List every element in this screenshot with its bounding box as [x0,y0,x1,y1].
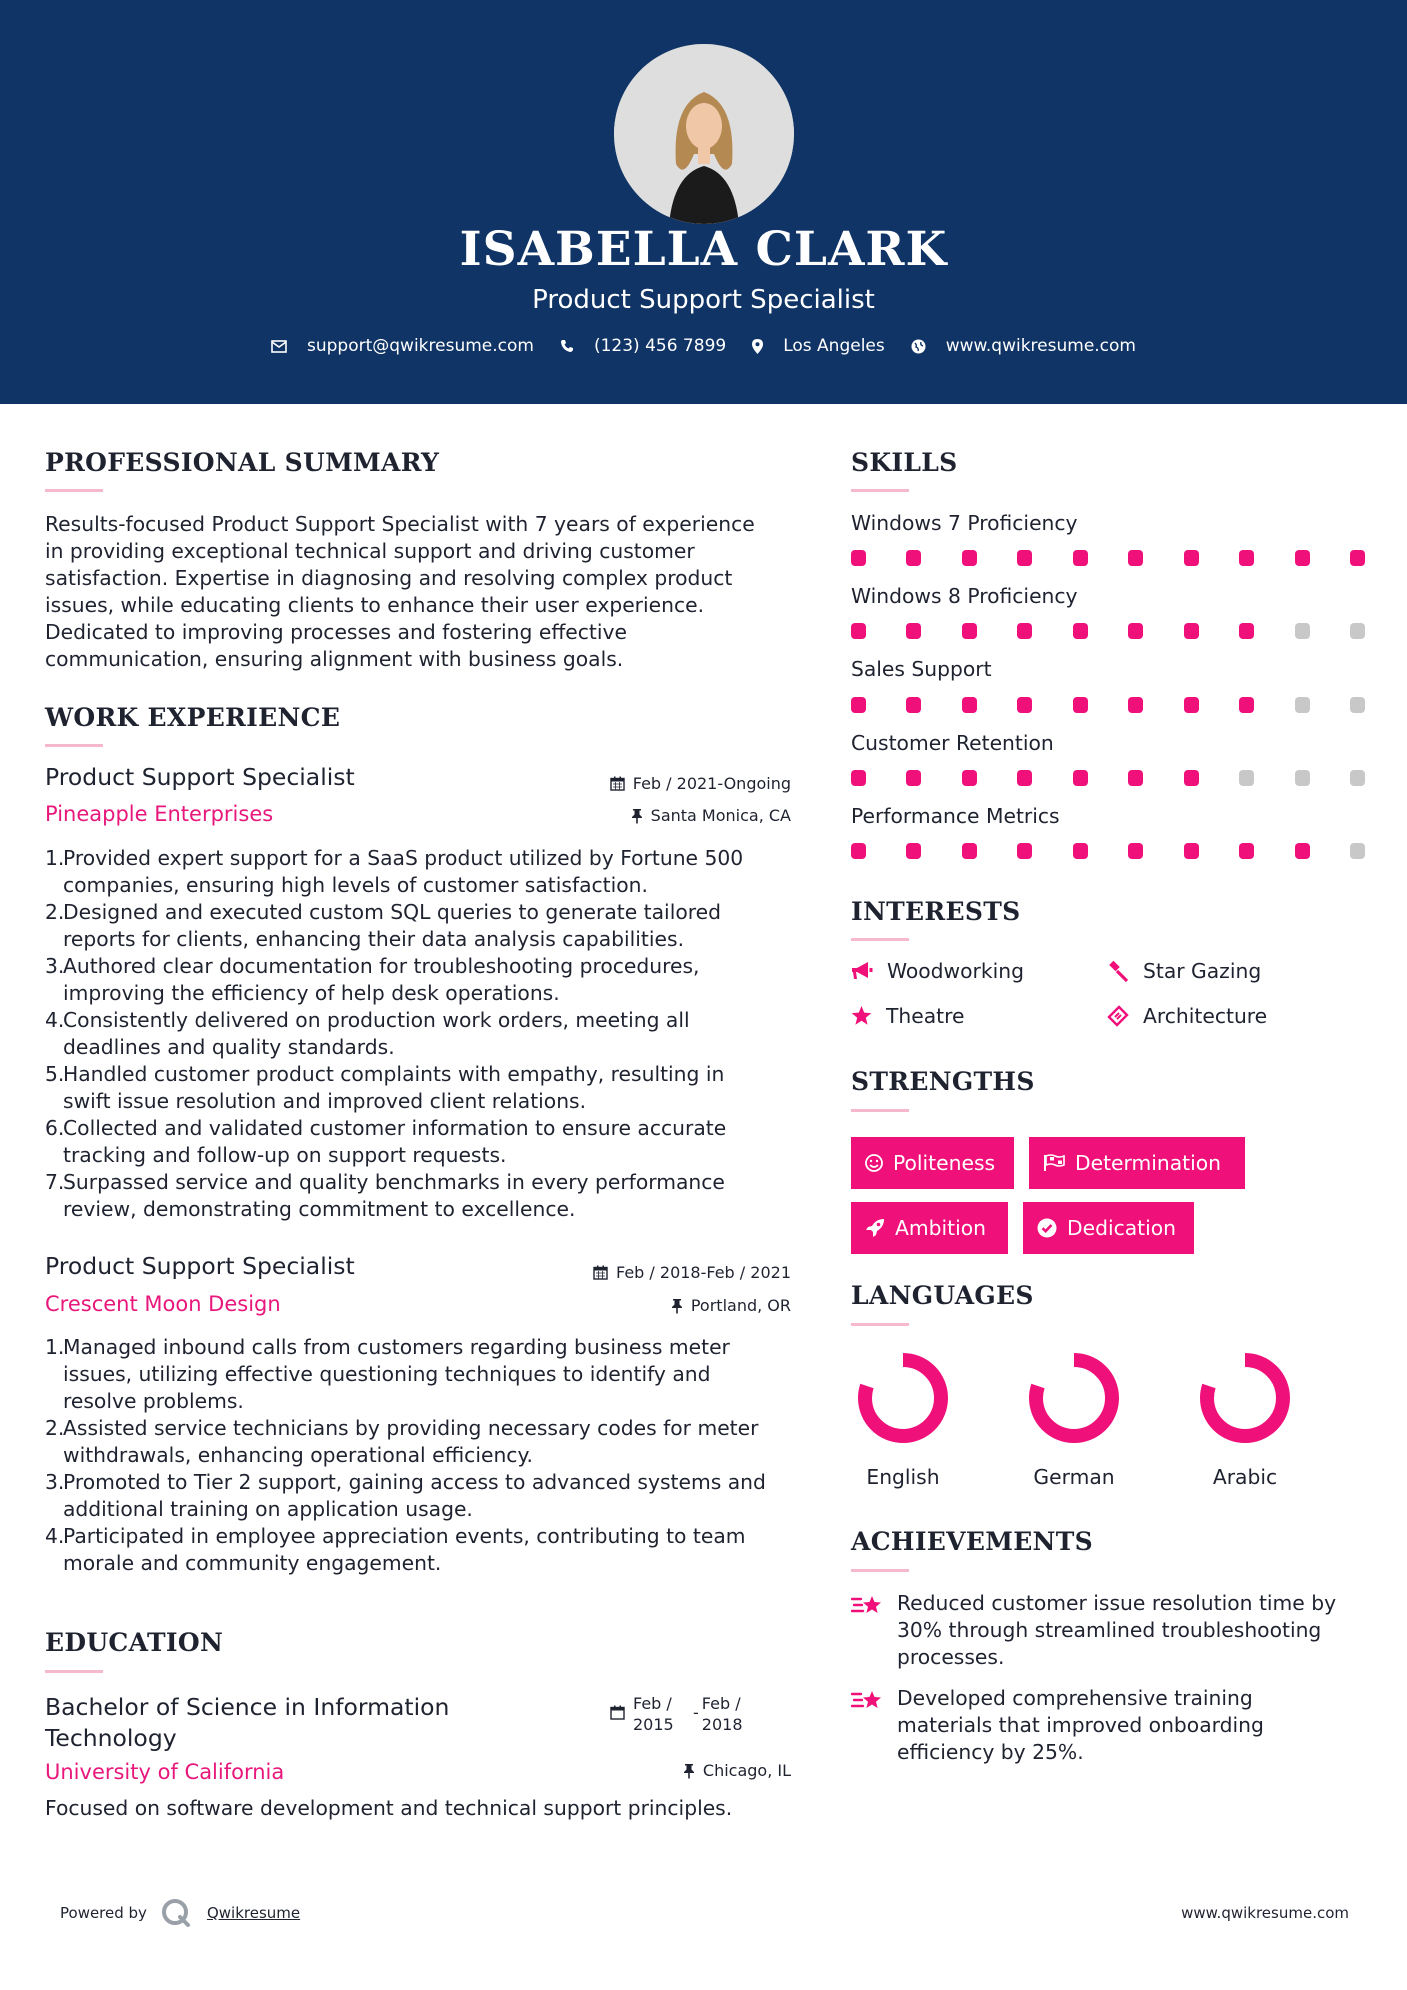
pushpin-icon [671,1298,683,1314]
pushpin-icon [683,1763,695,1779]
bullet-item: 4. Participated in employee appreciation events, contributing to team morale and community engagement. [45,1524,746,1575]
check-circle-icon [1037,1218,1057,1238]
summary-line: satisfaction. Expertise in diagnosing and resolving complex product [45,566,733,590]
contact-location [752,336,885,356]
summary-underline [45,489,103,492]
flag-icon [1043,1154,1065,1172]
strengths-heading: STRENGTHS [851,1067,1035,1096]
summary-line: Dedicated to improving processes and fostering effective [45,620,627,644]
bullet-item: 6. Collected and validated customer information to ensure accurate tracking and follow-up on support requests. [45,1116,727,1167]
contact-email[interactable] [271,336,534,356]
rating-dot-filled [906,697,921,713]
language-ring-arc [1207,1360,1283,1436]
job-bullets [45,1334,790,1577]
achievement-line: Reduced customer issue resolution time by [897,1591,1337,1615]
rating-dot-filled [1239,623,1254,639]
edu-end-year: 2018 [701,1715,743,1734]
job-location-text: Portland, OR [690,1296,791,1315]
edu-start-month: Feb / [633,1694,672,1713]
interest-item [851,1004,964,1028]
strength-tag [1029,1137,1245,1189]
education-underline [45,1670,103,1673]
rating-dot-empty [1350,843,1365,859]
brand-link[interactable]: Qwikresume [206,1904,301,1922]
interest-label: Architecture [1143,1004,1268,1028]
job-dates [593,1263,791,1282]
skill-name: Performance Metrics [851,804,1060,828]
achievement-line: efficiency by 25%. [897,1740,1084,1764]
bullet-item: 1. Managed inbound calls from customers regarding business meter issues, utilizing effective questioning techniques to identify and resolve problems. [45,1335,730,1413]
calendar-icon [610,776,625,791]
rating-dot-filled [1128,550,1143,566]
strength-label: Dedication [1067,1216,1177,1240]
bullet-item: 3. Authored clear documentation for troubleshooting procedures, improving the efficiency of help desk operations. [45,954,700,1005]
rating-dot-filled [962,550,977,566]
rating-dot-filled [851,697,866,713]
contact-bar [0,336,1407,356]
interests-heading: INTERESTS [851,897,1021,926]
rating-dot-filled [906,550,921,566]
job-location [671,1296,791,1315]
edu-end-month: Feb / [701,1694,741,1713]
strength-label: Ambition [895,1216,986,1240]
language-ring [1026,1350,1122,1446]
rating-dot-filled [906,623,921,639]
rating-dot-empty [1350,770,1365,786]
job-company: Pineapple Enterprises [45,802,274,826]
resume-header [0,0,1407,404]
envelope-icon [271,340,287,353]
interest-item [1107,959,1261,983]
education-description: Focused on software development and technical support principles. [45,1796,733,1820]
job-location-text: Santa Monica, CA [650,806,791,825]
rating-dot-filled [1184,623,1199,639]
achievement-item [851,1590,1371,1671]
calendar-icon [593,1265,608,1280]
rating-dot-filled [1017,697,1032,713]
gavel-icon [1107,960,1129,982]
summary-line: Results-focused Product Support Specialist with 7 years of experience [45,512,755,536]
rating-dot-filled [962,697,977,713]
globe-icon [911,339,926,354]
degree-title [45,1692,449,1754]
rating-dot-filled [851,770,866,786]
skill-rating [851,770,1365,786]
job-title: Product Support Specialist [45,1252,355,1280]
bullet-item: 2. Designed and executed custom SQL queries to generate tailored reports for clients, enhancing their data analysis capabilities. [45,900,721,951]
rating-dot-filled [1017,770,1032,786]
strength-tag [1023,1202,1194,1254]
language-ring [1197,1350,1293,1446]
skill-rating [851,623,1365,639]
summary-line: communication, ensuring alignment with business goals. [45,647,624,671]
email-text: support@qwikresume.com [307,336,534,356]
powered-by-text: Powered by [60,1904,147,1922]
rating-dot-filled [1017,843,1032,859]
footer-website[interactable]: www.qwikresume.com [1181,1904,1349,1922]
languages-heading: LANGUAGES [851,1281,1034,1310]
skill-name: Sales Support [851,657,992,681]
shooting-star-icon [851,1592,885,1620]
skill-name: Customer Retention [851,731,1054,755]
rating-dot-empty [1295,697,1310,713]
degree-line: Technology [45,1724,177,1752]
strength-tag [851,1137,1014,1189]
rating-dot-filled [1184,550,1199,566]
rating-dot-filled [851,550,866,566]
candidate-name: ISABELLA CLARK [459,222,948,277]
rating-dot-filled [1239,550,1254,566]
job-company: Crescent Moon Design [45,1292,281,1316]
rating-dot-empty [1350,697,1365,713]
calendar-icon [610,1705,625,1720]
rating-dot-filled [906,770,921,786]
qwikresume-logo-icon [161,1898,195,1928]
interest-item [851,959,1024,983]
bullet-item: 2. Assisted service technicians by providing necessary codes for meter withdrawals, enhancing operational efficiency. [45,1416,759,1467]
language-ring-arc [865,1360,941,1436]
phone-text: (123) 456 7899 [593,336,727,356]
smile-icon [865,1154,883,1172]
language-label: Arabic [1212,1465,1278,1489]
summary-line: in providing exceptional technical support and driving customer [45,539,695,563]
star-icon [851,1006,872,1026]
job-dates-text: Feb / 2021-Ongoing [632,774,791,793]
shooting-star-icon [851,1687,885,1715]
rating-dot-filled [1184,770,1199,786]
summary-line: issues, while educating clients to enhance their user experience. [45,593,705,617]
edu-start-year: 2015 [633,1715,674,1734]
education-location [683,1761,791,1780]
contact-phone[interactable] [560,336,726,356]
interest-item [1107,1004,1267,1028]
profile-photo [614,44,794,224]
skill-rating [851,843,1365,859]
school-name: University of California [45,1760,285,1784]
rating-dot-empty [1239,770,1254,786]
rating-dot-filled [1017,623,1032,639]
interest-label: Theatre [886,1004,965,1028]
rating-dot-filled [1073,550,1088,566]
education-dates [610,1693,743,1735]
language-label: English [866,1465,940,1489]
experience-heading: WORK EXPERIENCE [45,703,341,732]
rating-dot-filled [962,770,977,786]
summary-heading: PROFESSIONAL SUMMARY [45,448,440,477]
interests-underline [851,938,909,941]
achievements-heading: ACHIEVEMENTS [851,1527,1093,1556]
achievement-line: processes. [897,1645,1005,1669]
strength-label: Politeness [893,1151,996,1175]
job-bullets [45,845,790,1223]
rating-dot-filled [1184,697,1199,713]
rating-dot-filled [906,843,921,859]
achievement-line: materials that improved onboarding [897,1713,1264,1737]
interest-label: Woodworking [887,959,1024,983]
phone-icon [560,339,574,353]
skills-heading: SKILLS [851,448,958,477]
rating-dot-filled [1350,550,1365,566]
rocket-icon [865,1218,885,1238]
rating-dot-filled [1128,770,1143,786]
date-separator: - [693,1703,699,1722]
achievements-underline [851,1569,909,1572]
language-label: German [1033,1465,1115,1489]
language-ring-arc [1036,1360,1112,1436]
skill-name: Windows 8 Proficiency [851,584,1078,608]
job-dates-text: Feb / 2018-Feb / 2021 [616,1263,791,1282]
achievement-line: 30% through streamlined troubleshooting [897,1618,1322,1642]
candidate-title: Product Support Specialist [532,285,875,315]
bullet-item: 1. Provided expert support for a SaaS product utilized by Fortune 500 companies, ensuring high levels of customer satisfaction. [45,846,744,897]
contact-website[interactable] [911,336,1136,356]
rating-dot-filled [1239,697,1254,713]
rating-dot-filled [1295,550,1310,566]
rating-dot-filled [1239,843,1254,859]
rating-dot-filled [1295,843,1310,859]
pushpin-icon [631,808,643,824]
skill-name: Windows 7 Proficiency [851,511,1078,535]
location-text: Los Angeles [783,336,885,356]
achievement-item [851,1685,1371,1766]
rating-dot-filled [851,843,866,859]
rating-dot-filled [1073,843,1088,859]
website-text: www.qwikresume.com [945,336,1136,356]
experience-underline [45,744,103,747]
job-dates [610,774,791,793]
bullet-item: 3. Promoted to Tier 2 support, gaining access to advanced systems and additional training on application usage. [45,1470,766,1521]
job-title: Product Support Specialist [45,763,355,791]
skills-underline [851,489,909,492]
strength-label: Determination [1075,1151,1222,1175]
strength-tag [851,1202,1008,1254]
skill-rating [851,697,1365,713]
rating-dot-filled [1128,697,1143,713]
rating-dot-empty [1295,770,1310,786]
megaphone-icon [851,961,873,981]
rating-dot-filled [1017,550,1032,566]
rating-dot-filled [851,623,866,639]
rating-dot-empty [1295,623,1310,639]
rating-dot-filled [1073,623,1088,639]
rating-dot-filled [1184,843,1199,859]
strengths-underline [851,1109,909,1112]
interest-label: Star Gazing [1143,959,1262,983]
bullet-item: 5. Handled customer product complaints with empathy, resulting in swift issue resolution and improved client relations. [45,1062,725,1113]
footer-branding [60,1898,300,1928]
bullet-item: 4. Consistently delivered on production work orders, meeting all deadlines and quality standards. [45,1008,690,1059]
rating-dot-filled [1128,623,1143,639]
summary-text [45,511,790,673]
education-heading: EDUCATION [45,1628,224,1657]
language-ring [855,1350,951,1446]
rating-dot-filled [962,623,977,639]
skill-rating [851,550,1365,566]
rating-dot-filled [1128,843,1143,859]
degree-line: Bachelor of Science in Information [45,1693,450,1721]
map-marker-icon [752,339,763,354]
education-location-text: Chicago, IL [702,1761,791,1780]
job-location [631,806,791,825]
rating-dot-filled [1073,697,1088,713]
achievement-line: Developed comprehensive training [897,1686,1253,1710]
ticket-icon [1107,1005,1129,1027]
rating-dot-empty [1350,623,1365,639]
rating-dot-filled [1073,770,1088,786]
bullet-item: 7. Surpassed service and quality benchmarks in every performance review, demonstrating commitment to excellence. [45,1170,725,1221]
rating-dot-filled [962,843,977,859]
languages-underline [851,1323,909,1326]
